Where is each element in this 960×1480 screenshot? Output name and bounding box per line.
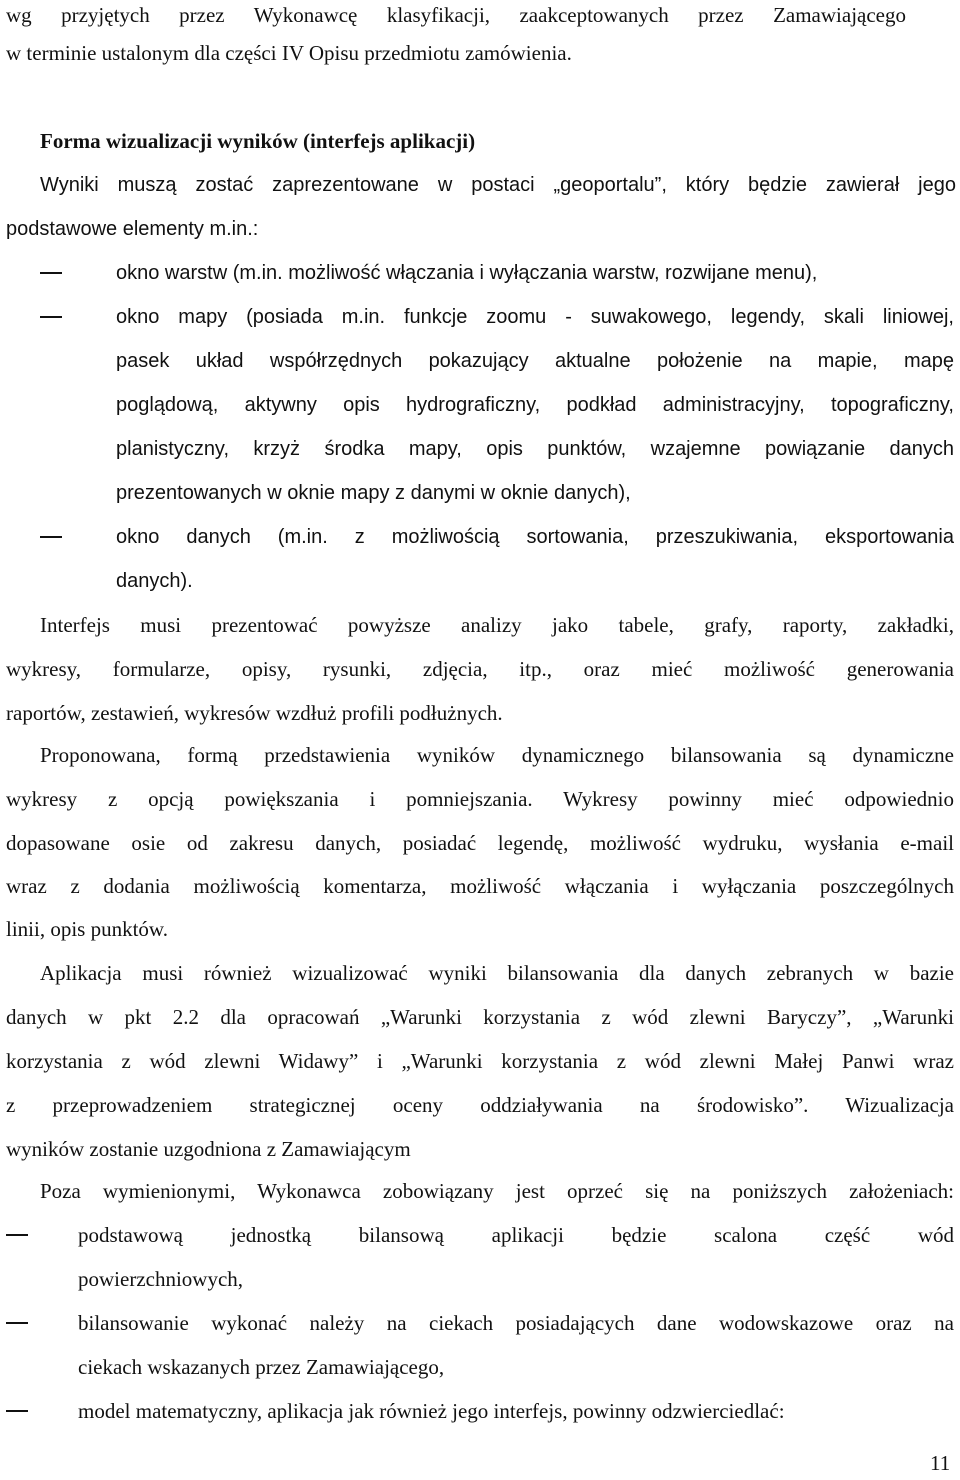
- paragraph-line: wykresy z opcją powiększania i pomniejszania. Wykresy powinny mieć odpowiednio: [6, 787, 954, 811]
- paragraph-line: Aplikacja musi również wizualizować wyniki bilansowania dla danych zebranych w bazie: [40, 961, 954, 985]
- list-item: podstawową jednostką bilansową aplikacji będzie scalona część wód: [78, 1223, 954, 1247]
- paragraph-line: linii, opis punktów.: [6, 917, 168, 941]
- paragraph-line: Proponowana, formą przedstawienia wyników dynamicznego bilansowania są dynamiczne: [40, 743, 954, 767]
- paragraph-line: Wyniki muszą zostać zaprezentowane w postaci „geoportalu”, który będzie zawierał jego: [40, 174, 956, 196]
- list-item-continuation: danych).: [116, 570, 193, 592]
- list-item: okno mapy (posiada m.in. funkcje zoomu - suwakowego, legendy, skali liniowej,: [116, 306, 954, 328]
- paragraph-line: Interfejs musi prezentować powyższe analizy jako tabele, grafy, raporty, zakładki,: [40, 613, 954, 637]
- list-item-continuation: pasek układ współrzędnych pokazujący aktualne położenie na mapie, mapę: [116, 350, 954, 372]
- list-item: model matematyczny, aplikacja jak również jego interfejs, powinny odzwierciedlać:: [78, 1399, 785, 1423]
- list-item: bilansowanie wykonać należy na ciekach posiadających dane wodowskazowe oraz na: [78, 1311, 954, 1335]
- list-item-continuation: planistyczny, krzyż środka mapy, opis punktów, wzajemne powiązanie danych: [116, 438, 954, 460]
- paragraph-line: podstawowe elementy m.in.:: [6, 218, 259, 240]
- paragraph-line: wykresy, formularze, opisy, rysunki, zdjęcia, itp., oraz mieć możliwość generowania: [6, 657, 954, 681]
- list-bullet: [40, 272, 62, 274]
- paragraph-line: raportów, zestawień, wykresów wzdłuż profili podłużnych.: [6, 701, 503, 725]
- list-item-continuation: prezentowanych w oknie mapy z danymi w oknie danych),: [116, 482, 631, 504]
- paragraph-line: wraz z dodania możliwością komentarza, możliwość włączania i wyłączania poszczególnych: [6, 874, 954, 898]
- paragraph-line: w terminie ustalonym dla części IV Opisu przedmiotu zamówienia.: [6, 41, 572, 65]
- list-item: okno danych (m.in. z możliwością sortowania, przeszukiwania, eksportowania: [116, 526, 954, 548]
- paragraph-line: Poza wymienionymi, Wykonawca zobowiązany jest oprzeć się na poniższych założeniach:: [40, 1179, 954, 1203]
- list-item: okno warstw (m.in. możliwość włączania i wyłączania warstw, rozwijane menu),: [116, 262, 818, 284]
- list-bullet: [40, 536, 62, 538]
- list-bullet: [6, 1322, 28, 1324]
- paragraph-line: korzystania z wód zlewni Widawy” i „Warunki korzystania z wód zlewni Małej Panwi wraz: [6, 1049, 954, 1073]
- paragraph-line: wg przyjętych przez Wykonawcę klasyfikacji, zaakceptowanych przez Zamawiającego: [6, 3, 906, 27]
- paragraph-line: dopasowane osie od zakresu danych, posiadać legendę, możliwość wydruku, wysłania e-mail: [6, 831, 954, 855]
- list-item-continuation: ciekach wskazanych przez Zamawiającego,: [78, 1355, 445, 1379]
- section-heading: Forma wizualizacji wyników (interfejs aplikacji): [40, 129, 476, 153]
- paragraph-line: z przeprowadzeniem strategicznej oceny oddziaływania na środowisko”. Wizualizacja: [6, 1093, 954, 1117]
- list-item-continuation: poglądową, aktywny opis hydrograficzny, podkład administracyjny, topograficzny,: [116, 394, 954, 416]
- list-bullet: [6, 1410, 28, 1412]
- paragraph-line: wyników zostanie uzgodniona z Zamawiającym: [6, 1137, 411, 1161]
- list-bullet: [6, 1234, 28, 1236]
- list-item-continuation: powierzchniowych,: [78, 1267, 244, 1291]
- list-bullet: [40, 316, 62, 318]
- paragraph-line: danych w pkt 2.2 dla opracowań „Warunki korzystania z wód zlewni Baryczy”, „Warunki: [6, 1005, 954, 1029]
- page-number: 11: [930, 1451, 951, 1475]
